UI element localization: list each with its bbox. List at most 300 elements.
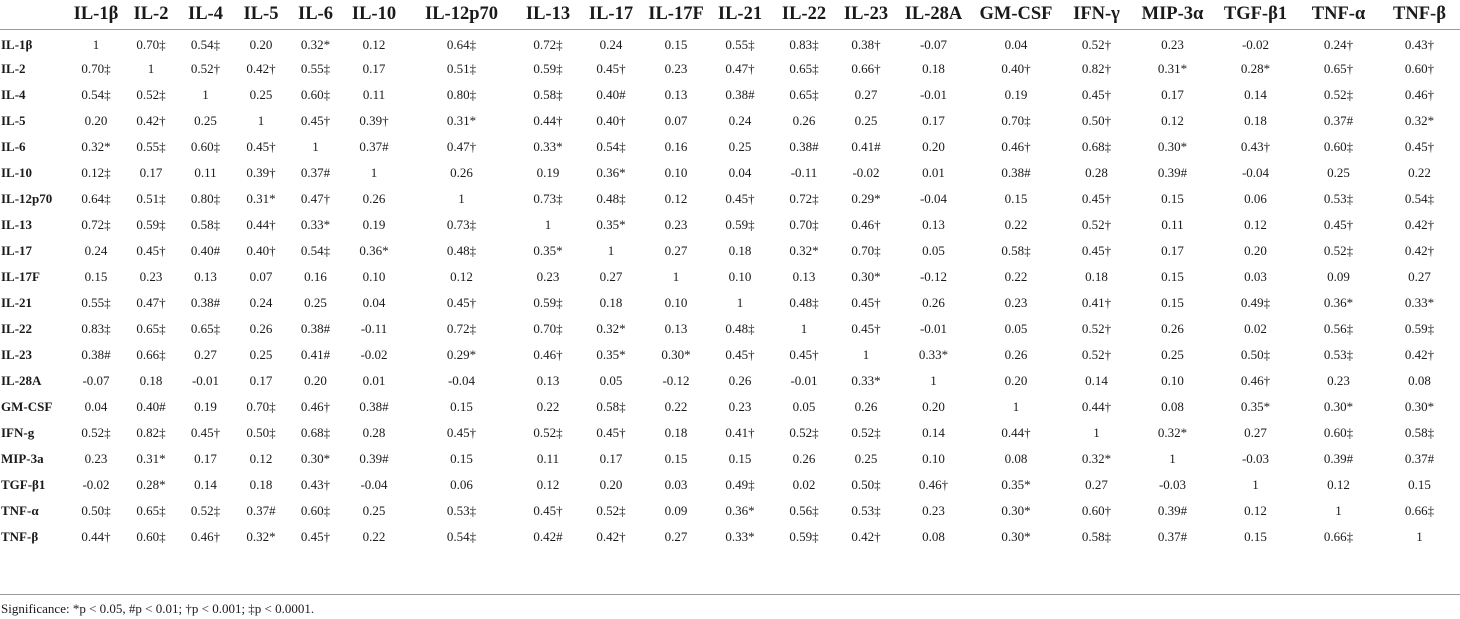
table-cell: 0.15 [450, 450, 473, 466]
table-cell: -0.03 [1158, 476, 1187, 492]
table-cell: 1 [257, 112, 265, 128]
table-cell: 0.44† [533, 112, 563, 128]
table-cell: 0.46† [851, 216, 881, 232]
table-cell: 0.80‡ [190, 190, 221, 206]
table-cell: 0.39# [1157, 164, 1188, 180]
table-cell: 0.29* [446, 346, 477, 362]
table-cell: 0.52† [190, 60, 221, 76]
table-cell: 0.33* [533, 138, 563, 154]
table-cell: 0.52† [1081, 37, 1112, 53]
table-cell: 0.25 [304, 294, 327, 310]
table-cell: 0.39# [359, 450, 389, 466]
table-cell: 0.18 [1085, 268, 1108, 284]
table-cell: 0.15 [664, 450, 688, 466]
table-cell: 0.17 [194, 450, 217, 466]
table-cell: 1 [92, 37, 100, 53]
table-cell: 0.60‡ [300, 502, 331, 518]
table-cell: 0.37# [1323, 112, 1354, 128]
table-row [0, 108, 1460, 134]
table-cell: 0.60‡ [136, 528, 166, 544]
table-cell: 1 [544, 216, 552, 232]
table-row [0, 56, 1460, 82]
table-cell: 0.83‡ [81, 320, 111, 336]
table-cell: 0.70‡ [851, 242, 881, 258]
table-cell: 0.19 [536, 164, 560, 180]
table-cell: 1 [862, 346, 870, 362]
table-cell: 0.46† [1001, 138, 1031, 154]
table-cell: 0.38# [789, 138, 819, 154]
table-cell: 0.27 [1085, 476, 1108, 492]
column-header: IL-6 [288, 0, 343, 30]
table-cell: 0.47† [136, 294, 166, 310]
table-cell: 0.15 [1161, 294, 1184, 310]
table-cell: 0.45† [725, 190, 755, 206]
table-cell: 0.83‡ [789, 37, 819, 53]
table-cell: 0.52‡ [190, 502, 221, 518]
table-cell: 0.36* [359, 242, 389, 258]
row-header: TGF-β1 [1, 476, 46, 492]
table-cell: 0.48‡ [596, 190, 626, 206]
table-cell: 0.24 [728, 112, 752, 128]
table-cell: 0.07 [664, 112, 688, 128]
table-cell: 0.27 [664, 242, 688, 258]
table-cell: 0.17 [249, 372, 273, 388]
table-cell: 1 [370, 164, 378, 180]
table-cell: 0.66† [851, 60, 881, 76]
table-cell: 1 [607, 242, 615, 258]
row-header: IL-21 [1, 294, 33, 310]
table-cell: 0.40# [136, 398, 166, 414]
table-cell: 0.41# [851, 138, 881, 154]
table-cell: 0.68‡ [300, 424, 331, 440]
table-cell: -0.02 [852, 164, 880, 180]
table-cell: 0.01 [362, 372, 386, 388]
table-cell: 0.32* [1157, 424, 1188, 440]
table-cell: 0.30* [1157, 138, 1188, 154]
table-cell: -0.01 [191, 372, 220, 388]
table-cell: 0.44† [1001, 424, 1031, 440]
table-cell: 0.58‡ [1081, 528, 1112, 544]
table-cell: 0.28* [1240, 60, 1271, 76]
table-cell: 0.31* [1157, 60, 1188, 76]
table-cell: 0.23 [1327, 372, 1350, 388]
table-cell: 0.18 [599, 294, 623, 310]
table-cell: 0.09 [664, 502, 688, 518]
column-header: MIP-3α [1132, 0, 1213, 30]
table-cell: 0.42† [851, 528, 881, 544]
table-cell: 0.22 [1408, 164, 1431, 180]
table-cell: 0.40# [190, 242, 221, 258]
table-cell: 0.42# [533, 528, 563, 544]
table-cell: -0.04 [1241, 164, 1270, 180]
table-cell: -0.12 [662, 372, 690, 388]
table-cell: 0.45† [446, 424, 477, 440]
table-cell: 0.27 [1244, 424, 1267, 440]
table-cell: 0.33* [1404, 294, 1435, 310]
table-row [0, 446, 1460, 472]
table-row [0, 316, 1460, 342]
table-cell: 0.13 [792, 268, 816, 284]
table-cell: 0.54‡ [81, 86, 111, 102]
column-header: TNF-β [1379, 0, 1460, 30]
table-cell: 1 [1252, 476, 1259, 492]
table-cell: 0.59‡ [789, 528, 819, 544]
table-cell: 0.07 [249, 268, 273, 284]
table-cell: 0.49‡ [1240, 294, 1271, 310]
table-cell: 0.60† [1081, 502, 1112, 518]
table-cell: -0.04 [919, 190, 948, 206]
table-cell: 0.39# [1323, 450, 1354, 466]
table-cell: 0.59‡ [1404, 320, 1435, 336]
table-cell: 0.51‡ [446, 60, 477, 76]
table-cell: 0.26 [362, 190, 386, 206]
table-row [0, 394, 1460, 420]
table-cell: 0.26 [1161, 320, 1184, 336]
table-cell: 0.03 [1244, 268, 1267, 284]
table-cell: 0.46† [918, 476, 949, 492]
table-cell: 0.23 [84, 450, 108, 466]
table-cell: 0.72‡ [789, 190, 819, 206]
table-cell: 0.40† [246, 242, 276, 258]
table-cell: 0.13 [664, 86, 688, 102]
table-cell: 0.25 [854, 450, 878, 466]
table-cell: 0.33* [851, 372, 881, 388]
table-cell: 0.65‡ [136, 502, 166, 518]
table-row [0, 238, 1460, 264]
table-cell: 0.23 [536, 268, 560, 284]
column-header: IL-5 [234, 0, 288, 30]
table-cell: 0.10 [664, 164, 688, 180]
table-cell: 0.68‡ [1081, 138, 1112, 154]
table-cell: 0.72‡ [81, 216, 111, 232]
table-cell: 0.11 [1161, 216, 1184, 232]
table-cell: 0.54‡ [190, 37, 221, 53]
table-body [0, 30, 1460, 550]
table-cell: 0.18 [922, 60, 945, 76]
row-header: GM-CSF [1, 398, 53, 414]
column-header: IL-23 [836, 0, 896, 30]
table-cell: 0.45† [446, 294, 477, 310]
table-cell: 0.32* [1404, 112, 1435, 128]
table-cell: 0.82† [1081, 60, 1112, 76]
table-cell: 0.24† [1323, 37, 1354, 53]
table-cell: 0.25 [194, 112, 217, 128]
table-cell: 0.20 [1244, 242, 1267, 258]
table-cell: 0.19 [194, 398, 217, 414]
table-cell: 0.35* [596, 216, 626, 232]
table-cell: 0.43† [1404, 37, 1435, 53]
table-cell: 1 [202, 86, 209, 102]
table-cell: 0.18 [728, 242, 752, 258]
table-cell: 0.52‡ [136, 86, 166, 102]
column-header: IL-17 [578, 0, 644, 30]
table-cell: 0.45† [136, 242, 166, 258]
table-cell: 0.56‡ [789, 502, 819, 518]
table-cell: 0.28 [1085, 164, 1108, 180]
table-cell: 1 [1335, 502, 1342, 518]
table-cell: 0.40† [1001, 60, 1031, 76]
table-cell: 0.20 [1004, 372, 1028, 388]
row-header: IL-13 [1, 216, 33, 232]
table-cell: 0.16 [304, 268, 327, 284]
table-cell: 0.31* [136, 450, 166, 466]
table-cell: 0.20 [84, 112, 108, 128]
column-header: IL-28A [896, 0, 971, 30]
table-cell: 0.52‡ [81, 424, 111, 440]
table-cell: 0.32* [789, 242, 819, 258]
table-cell: 0.23 [922, 502, 945, 518]
table-cell: 0.08 [1004, 450, 1028, 466]
table-cell: 0.45† [725, 346, 755, 362]
table-cell: 0.15 [1161, 190, 1184, 206]
table-cell: 0.42† [1404, 242, 1435, 258]
table-cell: 1 [930, 372, 937, 388]
table-cell: 0.17 [599, 450, 623, 466]
table-cell: 0.08 [1161, 398, 1184, 414]
table-cell: 0.45† [1081, 190, 1112, 206]
row-header: MIP-3a [1, 450, 44, 466]
table-cell: -0.02 [360, 346, 388, 362]
table-cell: 0.42† [1404, 216, 1435, 232]
table-cell: 0.31* [246, 190, 276, 206]
table-cell: 0.33* [300, 216, 331, 232]
column-header: TGF-β1 [1213, 0, 1298, 30]
table-cell: 0.48‡ [725, 320, 755, 336]
table-cell: 0.42† [246, 60, 276, 76]
table-cell: 0.20 [599, 476, 623, 492]
table-cell: 0.05 [792, 398, 816, 414]
row-header: TNF-β [1, 528, 39, 544]
table-cell: 0.65‡ [136, 320, 166, 336]
table-cell: 0.51‡ [136, 190, 166, 206]
row-header: IL-4 [1, 86, 26, 102]
table-cell: 0.04 [728, 164, 752, 180]
table-cell: 0.54‡ [446, 528, 477, 544]
table-cell: -0.02 [1241, 37, 1270, 53]
table-cell: 0.25 [249, 86, 273, 102]
table-cell: 0.27 [664, 528, 688, 544]
table-cell: 0.30* [300, 450, 331, 466]
column-header: IL-21 [708, 0, 772, 30]
table-cell: 0.72‡ [446, 320, 477, 336]
table-cell: 0.65‡ [789, 60, 819, 76]
table-cell: 0.37# [1404, 450, 1435, 466]
table-cell: 0.22 [536, 398, 560, 414]
table-cell: 0.26 [854, 398, 878, 414]
table-cell: 0.50‡ [246, 424, 276, 440]
table-cell: 0.26 [792, 450, 816, 466]
table-cell: 0.70‡ [533, 320, 563, 336]
table-cell: 0.50‡ [851, 476, 881, 492]
table-cell: 0.10 [922, 450, 945, 466]
table-cell: 0.13 [664, 320, 688, 336]
significance-footnote: Significance: *p < 0.05, #p < 0.01; †p < 0.001; ‡p < 0.0001. [1, 601, 315, 616]
table-cell: 0.58‡ [1001, 242, 1031, 258]
table-cell: 0.19 [362, 216, 386, 232]
table-cell: 0.11 [194, 164, 217, 180]
table-cell: 0.14 [1085, 372, 1108, 388]
table-cell: 0.45† [533, 502, 563, 518]
table-cell: 0.47† [300, 190, 331, 206]
table-cell: 0.35* [1240, 398, 1271, 414]
table-cell: 0.43† [300, 476, 331, 492]
table-cell: 0.45† [851, 294, 881, 310]
table-cell: 0.17 [139, 164, 163, 180]
table-cell: 0.06 [1244, 190, 1267, 206]
row-header: IL-2 [1, 60, 26, 76]
table-cell: 0.04 [84, 398, 108, 414]
table-cell: 0.33* [918, 346, 949, 362]
table-cell: 0.25 [854, 112, 878, 128]
table-cell: 0.53‡ [1323, 346, 1354, 362]
table-cell: 0.45† [789, 346, 819, 362]
table-cell: 0.65‡ [789, 86, 819, 102]
row-header: IL-23 [1, 346, 33, 362]
table-cell: 0.05 [599, 372, 623, 388]
row-header: IFN-g [1, 424, 35, 440]
table-cell: 0.35* [596, 346, 626, 362]
row-header: IL-28A [1, 372, 42, 388]
table-cell: 0.64‡ [446, 37, 477, 53]
table-cell: 0.14 [194, 476, 217, 492]
table-cell: 0.23 [664, 216, 688, 232]
table-cell: 0.43† [1240, 138, 1271, 154]
table-cell: 0.29* [851, 190, 881, 206]
table-cell: 0.44† [1081, 398, 1112, 414]
table-cell: 0.12 [450, 268, 473, 284]
row-header: IL-17 [1, 242, 33, 258]
column-header: IL-12p70 [405, 0, 518, 30]
table-cell: 0.33* [725, 528, 755, 544]
table-cell: 0.32* [596, 320, 626, 336]
table-cell: 1 [1012, 398, 1020, 414]
table-cell: 0.54‡ [1404, 190, 1435, 206]
column-header: IL-17F [644, 0, 708, 30]
table-cell: 0.13 [922, 216, 945, 232]
table-row [0, 264, 1460, 290]
table-cell: 0.15 [728, 450, 752, 466]
table-cell: 0.55‡ [725, 37, 755, 53]
table-cell: 0.28* [136, 476, 166, 492]
row-header: IL-12p70 [1, 190, 53, 206]
table-cell: 0.46† [1404, 86, 1435, 102]
table-cell: 0.22 [664, 398, 688, 414]
table-cell: 0.30* [661, 346, 691, 362]
table-cell: 0.12 [249, 450, 273, 466]
table-cell: 0.39† [246, 164, 276, 180]
table-row [0, 82, 1460, 108]
table-cell: 0.20 [922, 398, 945, 414]
table-cell: 0.82‡ [136, 424, 166, 440]
table-cell: 0.52‡ [596, 502, 626, 518]
table-cell: 0.14 [922, 424, 945, 440]
table-cell: 0.37# [246, 502, 276, 518]
table-cell: 0.38# [81, 346, 111, 362]
column-header: IL-10 [343, 0, 405, 30]
table-cell: 0.12 [1161, 112, 1184, 128]
column-header: IL-22 [772, 0, 836, 30]
row-header: IL-10 [1, 164, 33, 180]
header-corner [0, 0, 67, 30]
table-cell: 0.25 [362, 502, 386, 518]
table-cell: 0.26 [922, 294, 945, 310]
table-cell: 0.27 [194, 346, 217, 362]
header-row [0, 0, 1460, 30]
table-cell: 0.41# [300, 346, 331, 362]
table-cell: 0.42† [596, 528, 626, 544]
table-cell: 0.18 [664, 424, 688, 440]
table-cell: 0.01 [922, 164, 945, 180]
table-cell: 0.22 [1004, 268, 1028, 284]
table-cell: 0.30* [1404, 398, 1435, 414]
row-header: IL-5 [1, 112, 26, 128]
table-cell: 0.66‡ [136, 346, 166, 362]
table-cell: 0.60‡ [300, 86, 331, 102]
table-cell: 0.46† [1240, 372, 1271, 388]
table-cell: 0.30* [1323, 398, 1354, 414]
column-header: GM-CSF [971, 0, 1061, 30]
table-cell: 0.32* [1081, 450, 1112, 466]
table-cell: 0.46† [190, 528, 221, 544]
table-cell: 0.59‡ [725, 216, 755, 232]
table-cell: 0.08 [1408, 372, 1431, 388]
table-cell: 0.06 [450, 476, 473, 492]
table-cell: 0.42† [136, 112, 166, 128]
table-cell: 0.66‡ [1323, 528, 1354, 544]
table-cell: 0.42† [1404, 346, 1435, 362]
table-cell: 0.25 [1161, 346, 1184, 362]
table-row [0, 420, 1460, 446]
table-cell: 0.47† [725, 60, 755, 76]
table-cell: 0.65† [1323, 60, 1354, 76]
table-row [0, 186, 1460, 212]
table-cell: 0.11 [536, 450, 560, 466]
column-header: IFN-γ [1061, 0, 1132, 30]
table-cell: 0.54‡ [300, 242, 331, 258]
table-cell: 0.35* [533, 242, 563, 258]
table-cell: 0.37# [1157, 528, 1188, 544]
table-cell: -0.11 [790, 164, 818, 180]
table-cell: 0.12 [1244, 502, 1267, 518]
table-cell: 1 [1093, 424, 1100, 440]
table-cell: 0.23 [139, 268, 163, 284]
table-cell: 0.32* [246, 528, 276, 544]
table-cell: 0.48‡ [789, 294, 819, 310]
table-row [0, 368, 1460, 394]
table-cell: 0.60‡ [1323, 424, 1354, 440]
table-cell: 0.11 [362, 86, 386, 102]
table-cell: 0.19 [1004, 86, 1028, 102]
table-cell: 0.52‡ [789, 424, 819, 440]
column-header: IL-2 [125, 0, 177, 30]
table-cell: 0.25 [1327, 164, 1350, 180]
table-row [0, 160, 1460, 186]
table-cell: 0.45† [596, 424, 626, 440]
table-cell: 0.58‡ [596, 398, 626, 414]
table-cell: 0.55‡ [136, 138, 166, 154]
table-cell: 0.39# [1157, 502, 1188, 518]
table-cell: 0.10 [362, 268, 386, 284]
table-cell: 0.41† [1081, 294, 1112, 310]
table-cell: 0.50‡ [1240, 346, 1271, 362]
table-cell: 0.20 [922, 138, 945, 154]
table-cell: 0.23 [1004, 294, 1028, 310]
footer-rule [0, 594, 1460, 595]
table-cell: 0.60‡ [1323, 138, 1354, 154]
column-header: IL-13 [518, 0, 578, 30]
table-cell: 0.17 [1161, 242, 1184, 258]
table-cell: 0.12 [1327, 476, 1350, 492]
